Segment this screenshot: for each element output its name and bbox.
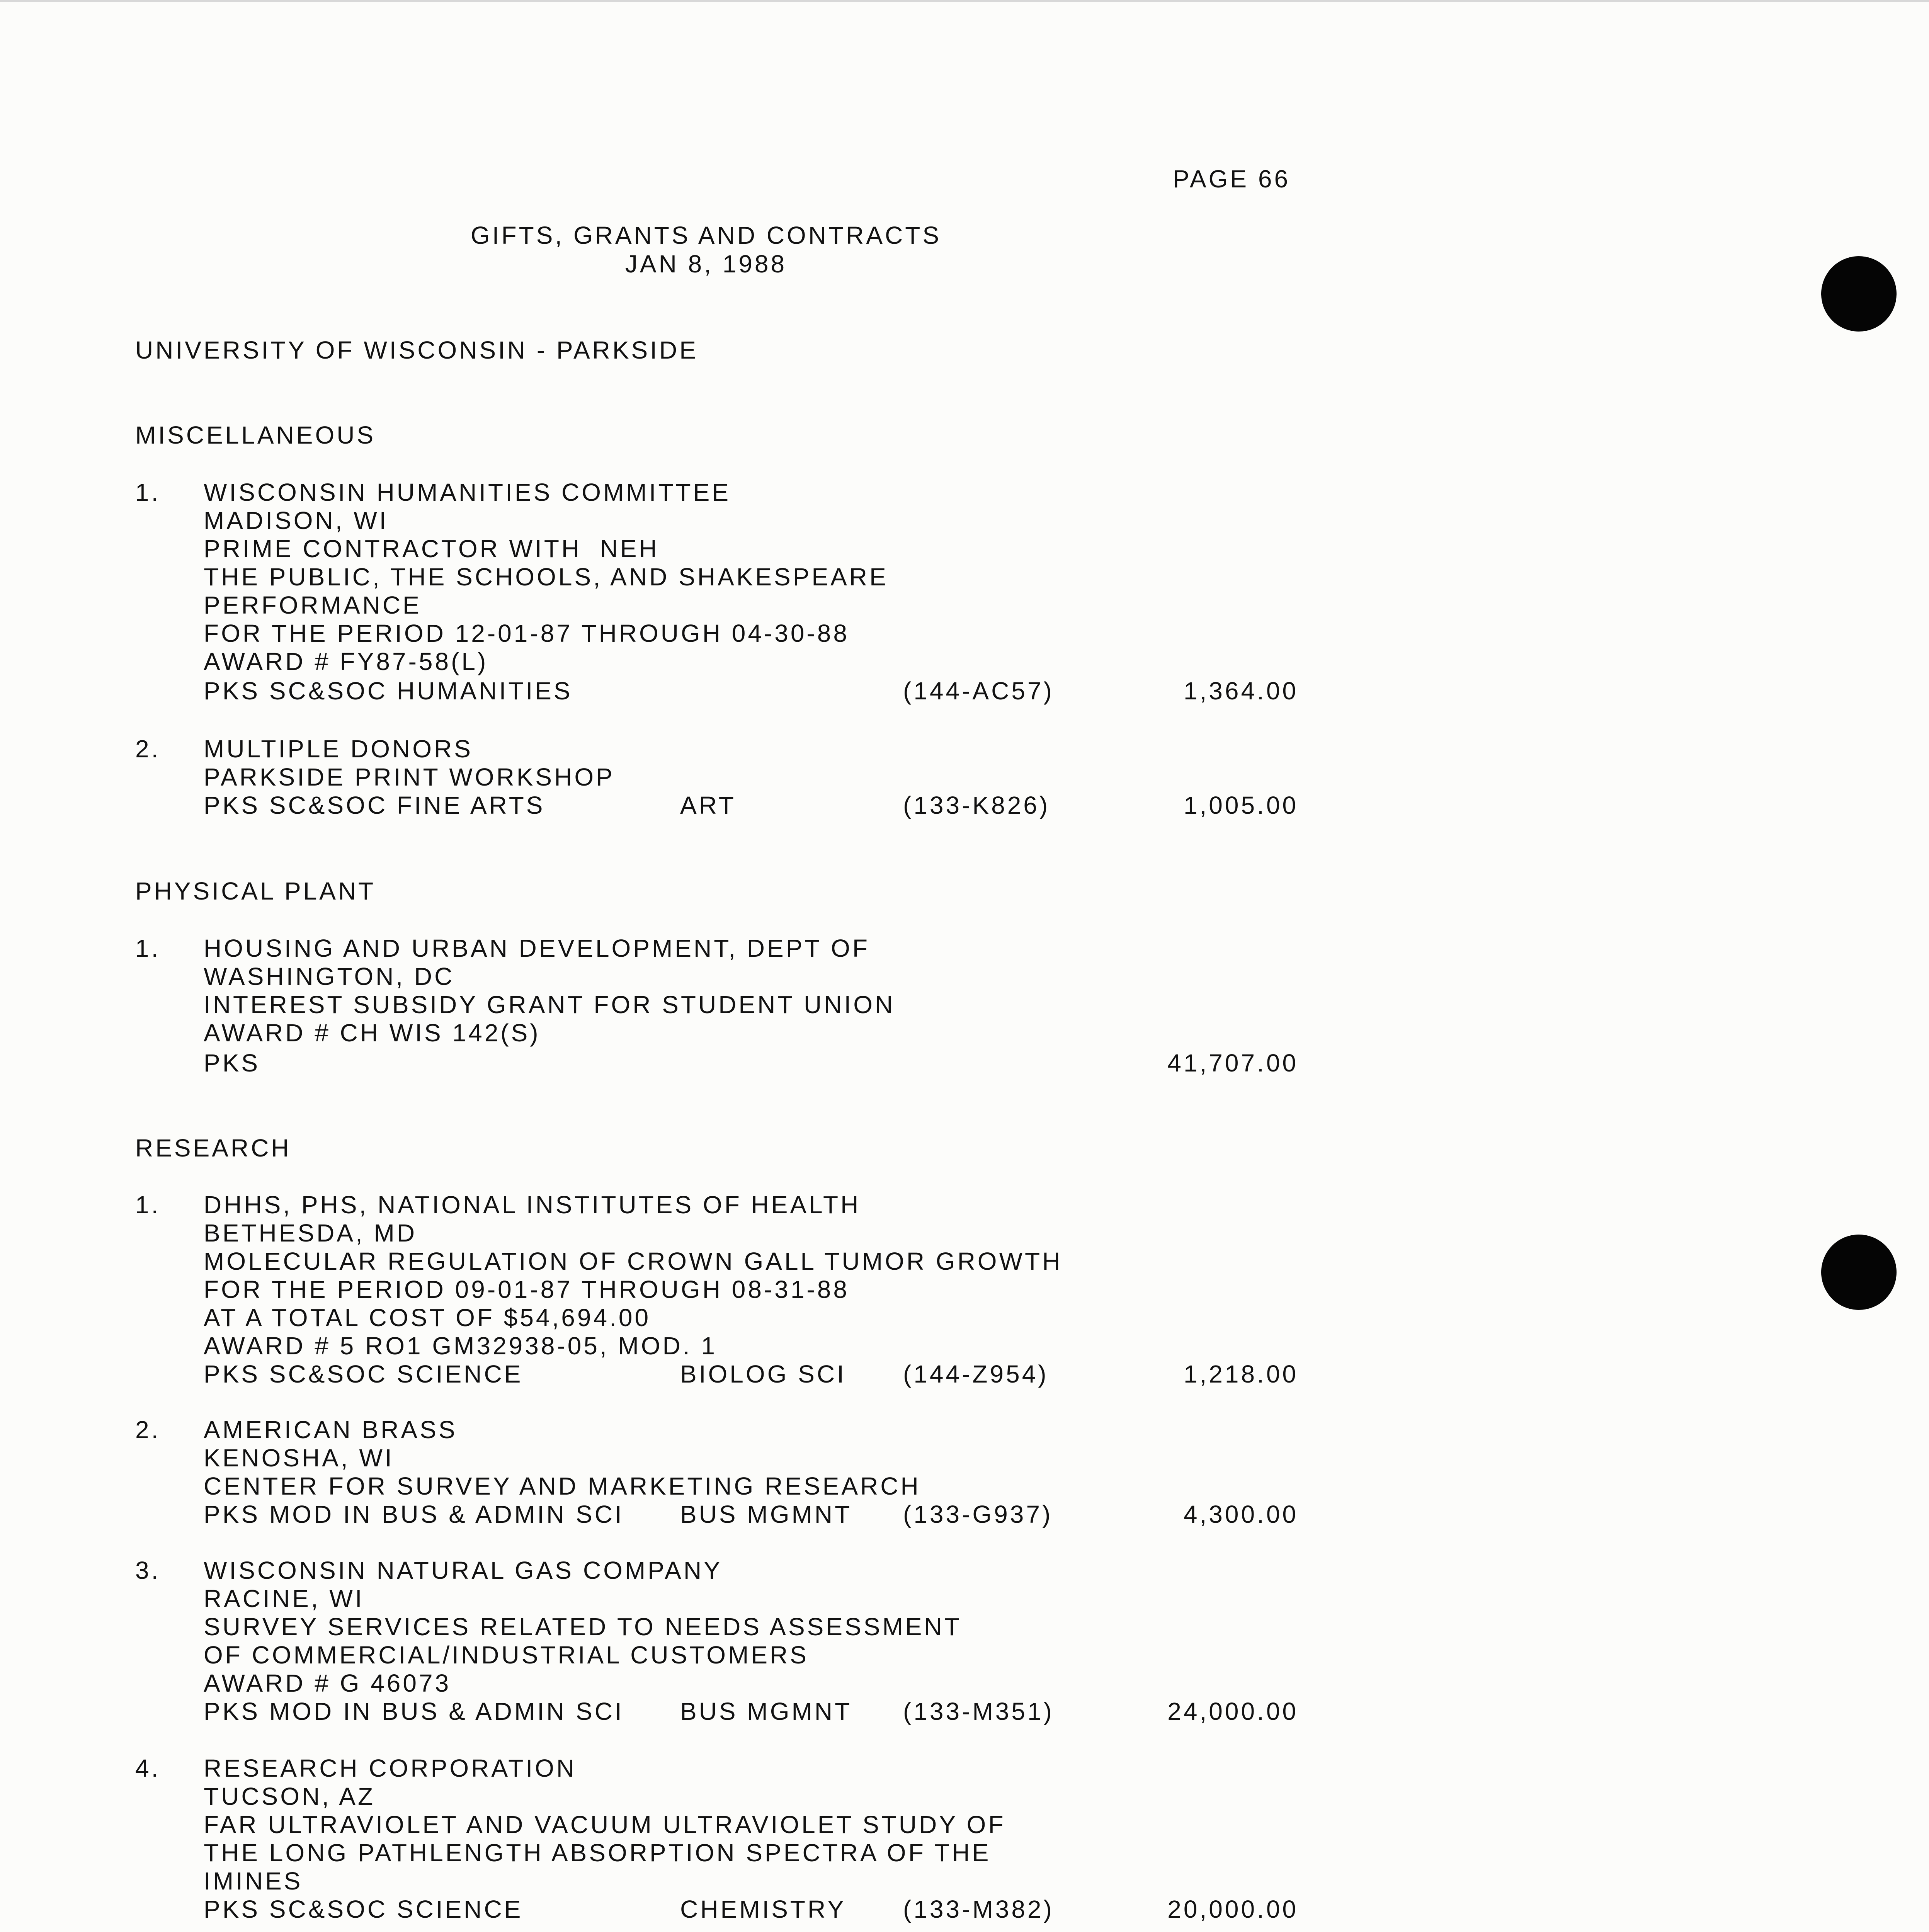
- item-line: WISCONSIN HUMANITIES COMMITTEE: [204, 478, 731, 506]
- item-line: AWARD # FY87-58(L): [204, 648, 488, 675]
- item-amount: 41,707.00: [1167, 1049, 1298, 1077]
- item-subdepartment: CHEMISTRY: [680, 1895, 846, 1923]
- document-title: GIFTS, GRANTS AND CONTRACTS: [470, 221, 942, 249]
- item-amount: 24,000.00: [1167, 1697, 1298, 1725]
- item-amount: 4,300.00: [1183, 1500, 1298, 1528]
- item-department: PKS SC&SOC SCIENCE: [204, 1895, 523, 1923]
- item-account-code: (144-Z954): [903, 1360, 1049, 1388]
- institution-name: UNIVERSITY OF WISCONSIN - PARKSIDE: [135, 336, 698, 364]
- item-line: BETHESDA, MD: [204, 1219, 417, 1247]
- item-line: AWARD # CH WIS 142(S): [204, 1019, 541, 1047]
- item-line: FOR THE PERIOD 12-01-87 THROUGH 04-30-88: [204, 619, 849, 647]
- item-number: 1.: [135, 478, 161, 506]
- section-heading-miscellaneous: MISCELLANEOUS: [135, 421, 376, 449]
- item-line: MOLECULAR REGULATION OF CROWN GALL TUMOR GROWTH: [204, 1247, 1063, 1275]
- item-department: PKS SC&SOC HUMANITIES: [204, 677, 573, 705]
- item-department: PKS: [204, 1049, 260, 1077]
- item-line: WASHINGTON, DC: [204, 963, 455, 990]
- item-account-code: (133-M382): [903, 1895, 1054, 1923]
- item-amount: 20,000.00: [1167, 1895, 1298, 1923]
- item-line: PARKSIDE PRINT WORKSHOP: [204, 763, 615, 791]
- item-account-code: (144-AC57): [903, 677, 1054, 705]
- item-subdepartment: BUS MGMNT: [680, 1500, 852, 1528]
- item-line: HOUSING AND URBAN DEVELOPMENT, DEPT OF: [204, 934, 870, 962]
- item-number: 1.: [135, 1191, 161, 1219]
- item-line: MADISON, WI: [204, 507, 389, 534]
- item-department: PKS SC&SOC FINE ARTS: [204, 791, 545, 819]
- item-line: CENTER FOR SURVEY AND MARKETING RESEARCH: [204, 1472, 921, 1500]
- item-line: TUCSON, AZ: [204, 1782, 376, 1810]
- item-subdepartment: ART: [680, 791, 736, 819]
- item-number: 4.: [135, 1754, 161, 1782]
- item-line: RACINE, WI: [204, 1585, 364, 1612]
- item-line: FOR THE PERIOD 09-01-87 THROUGH 08-31-88: [204, 1276, 849, 1303]
- item-amount: 1,218.00: [1183, 1360, 1298, 1388]
- item-line: AWARD # 5 RO1 GM32938-05, MOD. 1: [204, 1332, 717, 1360]
- item-amount: 1,005.00: [1183, 791, 1298, 819]
- document-date: JAN 8, 1988: [625, 250, 787, 278]
- item-number: 3.: [135, 1556, 161, 1584]
- item-line: THE LONG PATHLENGTH ABSORPTION SPECTRA OF THE: [204, 1839, 991, 1867]
- punch-hole-top: [1821, 256, 1897, 332]
- item-line: MULTIPLE DONORS: [204, 735, 473, 763]
- item-line: THE PUBLIC, THE SCHOOLS, AND SHAKESPEARE: [204, 563, 888, 591]
- item-line: OF COMMERCIAL/INDUSTRIAL CUSTOMERS: [204, 1641, 809, 1669]
- punch-hole-middle: [1821, 1235, 1897, 1310]
- item-line: KENOSHA, WI: [204, 1444, 394, 1472]
- item-subdepartment: BIOLOG SCI: [680, 1360, 846, 1388]
- section-heading-physical-plant: PHYSICAL PLANT: [135, 877, 376, 905]
- item-line: PERFORMANCE: [204, 591, 422, 619]
- item-line: FAR ULTRAVIOLET AND VACUUM ULTRAVIOLET STUDY OF: [204, 1811, 1006, 1838]
- item-line: SURVEY SERVICES RELATED TO NEEDS ASSESSMENT: [204, 1613, 962, 1641]
- page-label: PAGE 66: [1173, 165, 1291, 193]
- item-line: AT A TOTAL COST OF $54,694.00: [204, 1304, 651, 1332]
- scan-top-edge: [0, 0, 1929, 2]
- item-number: 2.: [135, 1416, 161, 1444]
- item-department: PKS MOD IN BUS & ADMIN SCI: [204, 1500, 624, 1528]
- item-line: WISCONSIN NATURAL GAS COMPANY: [204, 1556, 723, 1584]
- item-amount: 1,364.00: [1183, 677, 1298, 705]
- item-subdepartment: BUS MGMNT: [680, 1697, 852, 1725]
- item-line: RESEARCH CORPORATION: [204, 1754, 577, 1782]
- item-line: AWARD # G 46073: [204, 1669, 451, 1697]
- item-account-code: (133-M351): [903, 1697, 1054, 1725]
- item-number: 2.: [135, 735, 161, 763]
- item-line: AMERICAN BRASS: [204, 1416, 458, 1444]
- item-line: DHHS, PHS, NATIONAL INSTITUTES OF HEALTH: [204, 1191, 861, 1219]
- section-heading-research: RESEARCH: [135, 1134, 291, 1162]
- item-line: PRIME CONTRACTOR WITH NEH: [204, 535, 659, 563]
- item-account-code: (133-G937): [903, 1500, 1053, 1528]
- item-line: INTEREST SUBSIDY GRANT FOR STUDENT UNION: [204, 991, 895, 1019]
- item-number: 1.: [135, 934, 161, 962]
- item-department: PKS SC&SOC SCIENCE: [204, 1360, 523, 1388]
- item-account-code: (133-K826): [903, 791, 1050, 819]
- item-department: PKS MOD IN BUS & ADMIN SCI: [204, 1697, 624, 1725]
- item-line: IMINES: [204, 1867, 303, 1895]
